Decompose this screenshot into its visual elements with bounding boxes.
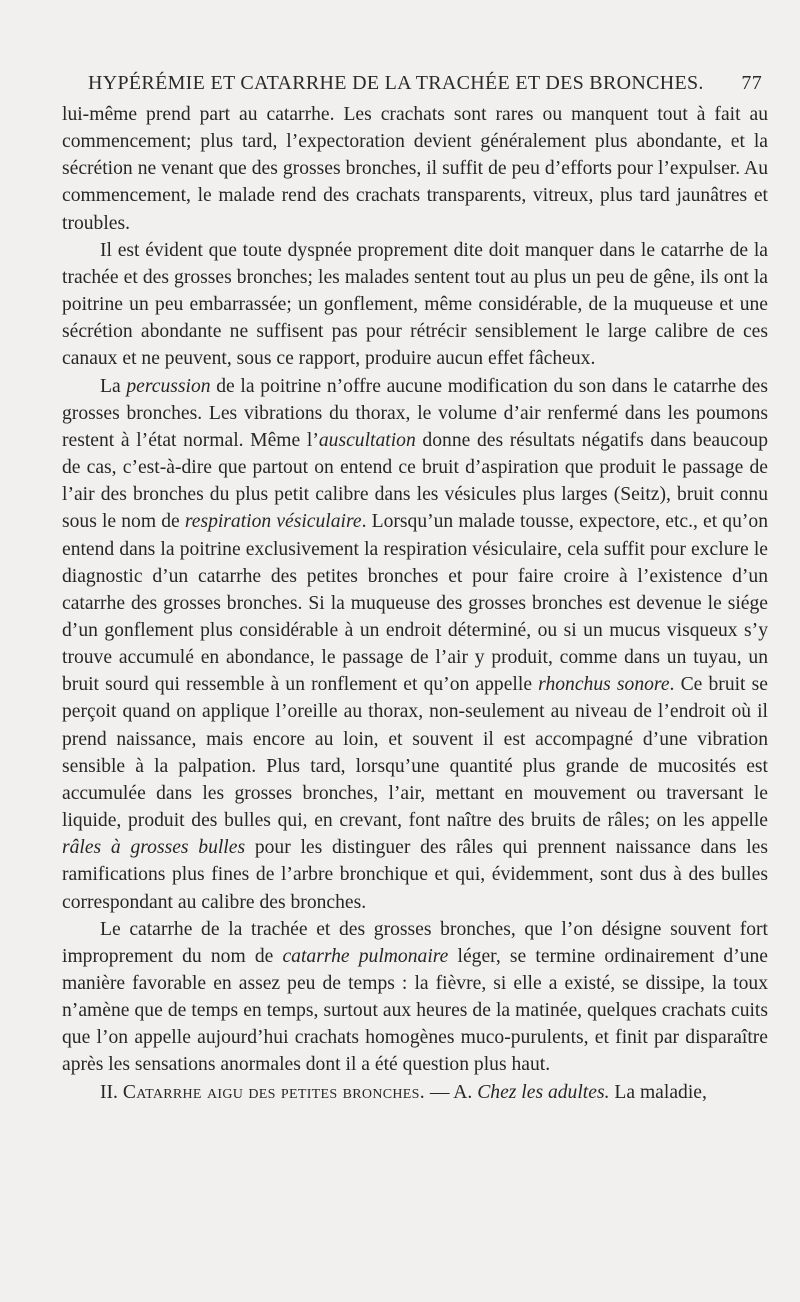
emphasis-respiration-vesiculaire: respiration vésiculaire [184,511,362,533]
text-run: La maladie, [614,1081,707,1103]
text-run: Le catarrhe de la trachée et des grosses bronches, que l’on désigne souvent fort improprement du nom de [62,918,768,967]
page-number: 77 [741,72,762,94]
text-run: donne des résultats négatifs dans beaucoup de cas, c’est-à-dire que partout on entend ce bruit d’aspiration que produit le passage de l’air des bronches du plus petit calibre dans les vésicules plus larges (Seitz), bruit connu sous le nom de [62,429,768,533]
text-run: de la poitrine n’offre aucune modification du son dans le catarrhe des grosses bronches. Les vibrations du thorax, le volume d’air renfermé dans les poumons restent à l’état normal. Même l’ [62,375,768,451]
emphasis-catarrhe-pulmonaire: catarrhe pulmonaire [282,945,449,967]
emphasis-percussion: percussion [126,375,211,397]
running-title: HYPÉRÉMIE ET CATARRHE DE LA TRACHÉE ET DES BRONCHES. [88,72,704,94]
section-number: II. [100,1081,118,1103]
body-text [62,101,768,1106]
paragraph-percussion [62,373,768,916]
text-run: . Lorsqu’un malade tousse, expectore, etc., et qu’on entend dans la poitrine exclusivement la respiration vésiculaire, cela suffit pour exclure le diagnostic d’un catarrhe des petites bronches et pour faire croire à l’existence d’un catarrhe des grosses bronches. Si la muqueuse des grosses bronches est devenue le siége d’un gonflement plus considérable à un endroit déterminé, ou si un mucus visqueux s’y trouve accumulé en abondance, le passage de l’air y produit, comme dans un tuyau, un bruit sourd qui ressemble à un ronflement et qu’on appelle [62,511,768,696]
paragraph-continuation: lui-même prend part au catarrhe. Les crachats sont rares ou manquent tout à fait au commencement; plus tard, l’expectoration devient généralement plus abondante, et la sécrétion ne venant que des grosses bronches, il suffit de peu d’efforts pour l’expulser. Au commencement, le malade rend des crachats transparents, vitreux, plus tard jaunâtres et troubles. [62,104,768,234]
text-run: léger, se termine ordinairement d’une manière favorable en assez peu de temps : la fièvre, si elle a existé, se dissipe, la toux n’amène que de temps en temps, surtout aux heures de la matinée, quelques crachats cuits que l’on appelle aujourd’hui crachats homogènes muco-purulents, et finit par disparaître après les sensations anormales dont il a été question plus haut. [62,945,769,1076]
emphasis-auscultation: auscultation [318,429,416,451]
paragraph-dyspnee: Il est évident que toute dyspnée proprement dite doit manquer dans le catarrhe de la trachée et des grosses bronches; les malades sentent tout au plus un peu de gêne, ils ont la poitrine un peu embarrassée; un gonflement, même considérable, de la muqueuse et une sécrétion abondante ne suffisent pas pour rétrécir sensiblement le large calibre de ces canaux et ne peuvent, sous ce rapport, produire aucun effet fâcheux. [62,239,768,370]
text-run: La [100,375,121,397]
emphasis-rhonchus-sonore: rhonchus sonore [538,674,670,696]
subsection-marker: — A. [429,1081,473,1103]
text-run: . Ce bruit se perçoit quand on applique l’oreille au thorax, non-seulement au niveau de l’endroit où il prend naissance, mais encore au loin, et souvent il est accompagné d’une vibration sensible à la palpation. Plus tard, lorsqu’une quantité plus grande de mucosités est accumulée dans les grosses bronches, l’air, mettant en mouvement ou traversant le liquide, produit des bulles qui, en crevant, font naître des bruits de râles; on les appelle [62,674,768,832]
subsection-title: Chez les adultes. [477,1081,610,1103]
emphasis-rales-grosses-bulles: râles à grosses bulles [62,837,246,859]
section-heading-line [62,1079,768,1106]
section-heading: Catarrhe aigu des petites bronches. [122,1081,425,1103]
text-run: pour les distinguer des râles qui prennent naissance dans les ramifications plus fines de l’arbre bronchique et qui, évidemment, sont dus à des bulles correspondant au calibre des bronches. [62,837,768,913]
paragraph-catarrhe-trachee [62,916,768,1079]
